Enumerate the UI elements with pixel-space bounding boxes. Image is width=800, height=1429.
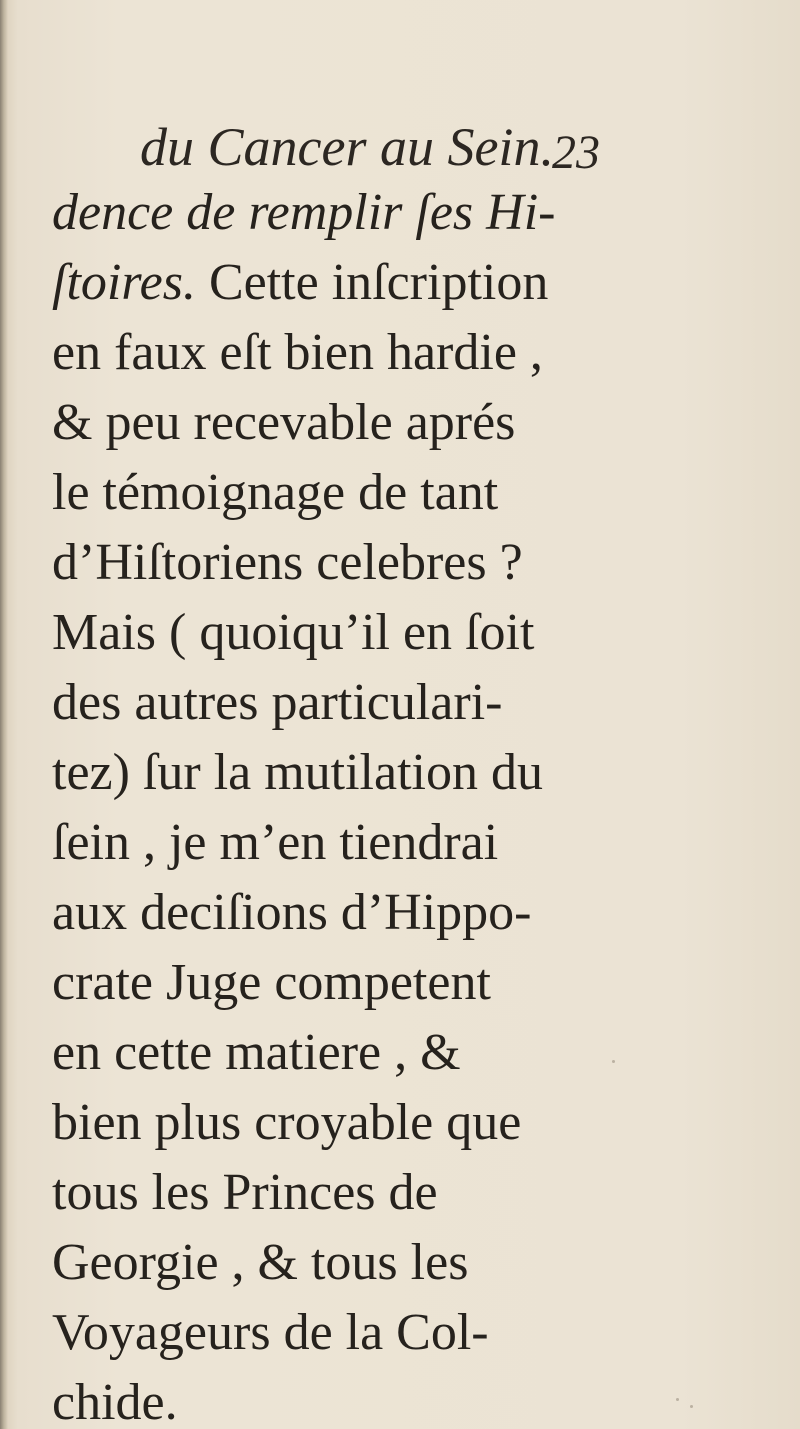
text-line-11: aux deciſions d’Hippo-: [52, 884, 532, 941]
text-line-10: ſein , je m’en tiendrai: [52, 814, 499, 871]
body-text: [52, 178, 612, 1429]
text-line-2: ſtoires. Cette inſcription: [52, 254, 549, 311]
text-line-9: tez) ſur la mutilation du: [52, 744, 543, 801]
paper-speck: [612, 1060, 615, 1063]
text-line-16: Georgie , & tous les: [52, 1234, 469, 1291]
paper-speck: [676, 1398, 679, 1401]
page-left-edge: [0, 0, 8, 1429]
text-line-14: bien plus croyable que: [52, 1094, 522, 1151]
text-line-3: en faux eſt bien hardie ,: [52, 324, 543, 381]
text-line-17: Voyageurs de la Col-: [52, 1304, 489, 1361]
text-line-1: dence de remplir ſes Hi-: [52, 184, 556, 241]
text-line-4: & peu recevable aprés: [52, 394, 516, 451]
text-line-6: d’Hiſtoriens celebres ?: [52, 534, 523, 591]
text-line-12: crate Juge competent: [52, 954, 491, 1011]
text-line-7: Mais ( quoiqu’il en ſoit: [52, 604, 535, 661]
text-line-13: en cette matiere , &: [52, 1024, 461, 1081]
text-line-15: tous les Princes de: [52, 1164, 438, 1221]
text-line-8: des autres particulari-: [52, 674, 503, 731]
page-number: 23: [552, 126, 600, 179]
paper-speck: [690, 1405, 693, 1408]
text-line-18: chide.: [52, 1374, 178, 1429]
text-line-5: le témoignage de tant: [52, 464, 499, 521]
text-line-2-italic-part: ſtoires.: [52, 254, 196, 311]
running-title: du Cancer au Sein.: [140, 117, 554, 177]
